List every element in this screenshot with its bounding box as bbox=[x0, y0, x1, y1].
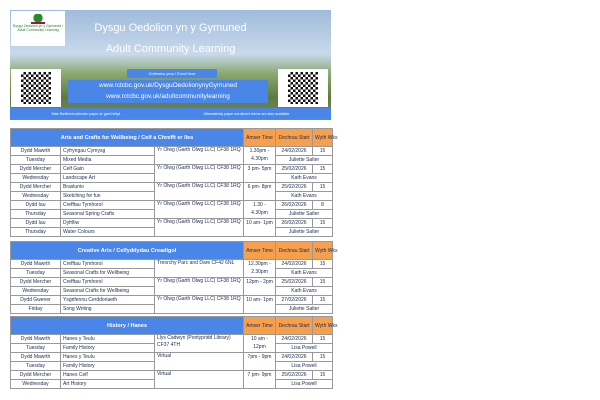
time: 1.30 - 4.30pm bbox=[244, 201, 276, 219]
paper-forms-english: Alternatively paper enrolment forms are also available bbox=[203, 111, 290, 116]
start-date: 24/02/2026 bbox=[276, 260, 313, 269]
course-welsh: Cyfryngau Cymysg bbox=[61, 147, 155, 156]
course-row bbox=[11, 335, 333, 344]
course-english: Landscape Art bbox=[61, 174, 155, 183]
start-date: 24/02/2026 bbox=[276, 147, 313, 156]
course-row bbox=[11, 278, 333, 287]
venue: Yr Olwg (Garth Olwg LLC) CF38 1RQ bbox=[155, 278, 244, 296]
day-welsh: Dydd Mawrth bbox=[11, 147, 61, 156]
section-header bbox=[11, 317, 333, 335]
course-welsh: Crefftau Tymhorol bbox=[61, 260, 155, 269]
section-title: History / Hanes bbox=[11, 317, 244, 335]
day-welsh: Dydd Mercher bbox=[11, 371, 61, 380]
course-row bbox=[11, 147, 333, 156]
start-date: 26/02/2026 bbox=[276, 201, 313, 210]
tutor: Juliette Salter bbox=[276, 156, 333, 165]
course-welsh: Hanes y Teulu bbox=[61, 353, 155, 362]
course-table bbox=[10, 316, 338, 389]
venue: Yr Olwg (Garth Olwg LLC) CF38 1RQ bbox=[155, 165, 244, 183]
day-english: Wednesday bbox=[11, 174, 61, 183]
day-welsh: Dydd Mercher bbox=[11, 183, 61, 192]
start-date: 25/02/2026 bbox=[276, 278, 313, 287]
day-welsh: Dydd Mawrth bbox=[11, 335, 61, 344]
course-english: Family History bbox=[61, 362, 155, 371]
course-welsh: Hanes Celf bbox=[61, 371, 155, 380]
course-english: Seasonal Crafts for Wellbeing bbox=[61, 287, 155, 296]
weeks: 15 bbox=[313, 335, 333, 344]
time-header: Amser Time bbox=[244, 317, 276, 335]
weeks: 15 bbox=[313, 147, 333, 156]
course-row bbox=[11, 201, 333, 210]
day-welsh: Dydd Mercher bbox=[11, 165, 61, 174]
course-english: Water Colours bbox=[61, 228, 155, 237]
tutor: Kath Evans bbox=[276, 269, 333, 278]
start-date: 25/02/2026 bbox=[276, 371, 313, 380]
wks-header: Wyth Wks bbox=[313, 129, 333, 147]
wks-header: Wyth Wks bbox=[313, 242, 333, 260]
course-row bbox=[11, 260, 333, 269]
weeks: 15 bbox=[313, 219, 333, 228]
course-row bbox=[11, 219, 333, 228]
course-welsh: Crefftau Tymhorol bbox=[61, 278, 155, 287]
time: 1.30pm - 4.30pm bbox=[244, 147, 276, 165]
course-english: Mixed Media bbox=[61, 156, 155, 165]
weeks: 15 bbox=[313, 183, 333, 192]
url-welsh[interactable]: www.rctcbc.gov.uk/DysguOedolionynyGymuned bbox=[99, 82, 237, 89]
venue: Llys Cadwyn (Pontypridd Library) CF37 4TH bbox=[155, 335, 244, 353]
title-english: Adult Community Learning bbox=[105, 43, 236, 55]
wks-header: Wyth Wks bbox=[313, 317, 333, 335]
venue: Virtual bbox=[155, 371, 244, 389]
course-welsh: Celf Gain bbox=[61, 165, 155, 174]
tutor: Lisa Powell bbox=[276, 380, 333, 389]
day-english: Tuesday bbox=[11, 156, 61, 165]
section-header bbox=[11, 242, 333, 260]
day-english: Tuesday bbox=[11, 269, 61, 278]
weeks: 15 bbox=[313, 296, 333, 305]
time: 12.30pm - 2.30pm bbox=[244, 260, 276, 278]
venue: Yr Olwg (Garth Olwg LLC) CF38 1RQ bbox=[155, 201, 244, 219]
time: 6 pm- 8pm bbox=[244, 183, 276, 201]
weeks: 15 bbox=[313, 278, 333, 287]
start-date: 27/02/2026 bbox=[276, 296, 313, 305]
time-header: Amser Time bbox=[244, 242, 276, 260]
day-english: Wednesday bbox=[11, 380, 61, 389]
tutor: Lisa Powell bbox=[276, 344, 333, 353]
course-english: Seasonal Spring Crafts bbox=[61, 210, 155, 219]
time-header: Amser Time bbox=[244, 129, 276, 147]
start-header: Dechrau Start bbox=[276, 242, 313, 260]
start-date: 24/02/2026 bbox=[276, 353, 313, 362]
title-welsh: Dysgu Oedolion yn y Gymuned bbox=[94, 22, 247, 34]
course-english: Song Writing bbox=[61, 305, 155, 314]
day-welsh: Dydd Iau bbox=[11, 219, 61, 228]
day-welsh: Dydd Iau bbox=[11, 201, 61, 210]
time: 7pm - 9pm bbox=[244, 353, 276, 371]
day-english: Tuesday bbox=[11, 362, 61, 371]
day-english: Friday bbox=[11, 305, 61, 314]
course-row bbox=[11, 296, 333, 305]
paper-forms-welsh: Mae ffurflenni cofrestru papur ar gael hefyd bbox=[51, 111, 121, 116]
venue: Yr Olwg (Garth Olwg LLC) CF38 1RQ bbox=[155, 147, 244, 165]
tutor: Kath Evans bbox=[276, 287, 333, 296]
course-english: Art History bbox=[61, 380, 155, 389]
course-table bbox=[10, 241, 338, 314]
time: 7 pm- 9pm bbox=[244, 371, 276, 389]
start-date: 24/02/2026 bbox=[276, 335, 313, 344]
course-row bbox=[11, 353, 333, 362]
section-header bbox=[11, 129, 333, 147]
paper-forms-bar bbox=[10, 108, 331, 119]
course-welsh: Ysgrifennu Cerddoriaeth bbox=[61, 296, 155, 305]
logo-text: Dysgu Oedolion yn y Gymuned / Adult Community Learning bbox=[12, 24, 64, 32]
course-welsh: Crefftau Tymhorol bbox=[61, 201, 155, 210]
start-header: Dechrau Start bbox=[276, 317, 313, 335]
time: 10 am- 1pm bbox=[244, 219, 276, 237]
tutor: Kath Evans bbox=[276, 192, 333, 201]
day-welsh: Dydd Mawrth bbox=[11, 353, 61, 362]
tutor: Juliette Salter bbox=[276, 228, 333, 237]
course-welsh: Hanes y Teulu bbox=[61, 335, 155, 344]
weeks: 15 bbox=[313, 260, 333, 269]
tutor: Juliette Salter bbox=[276, 210, 333, 219]
course-welsh: Dyfrlliw bbox=[61, 219, 155, 228]
weeks: 8 bbox=[313, 201, 333, 210]
weeks: 15 bbox=[313, 165, 333, 174]
url-box bbox=[68, 80, 268, 103]
course-table bbox=[10, 128, 338, 237]
section-title: Arts and Crafts for Wellbeing / Celf a Chrefft er lles bbox=[11, 129, 244, 147]
day-english: Thursday bbox=[11, 228, 61, 237]
course-welsh: Braslunio bbox=[61, 183, 155, 192]
time: 12pm - 2pm bbox=[244, 278, 276, 296]
start-header: Dechrau Start bbox=[276, 129, 313, 147]
tutor: Lisa Powell bbox=[276, 362, 333, 371]
day-english: Wednesday bbox=[11, 192, 61, 201]
header-banner bbox=[10, 10, 331, 120]
weeks: 15 bbox=[313, 371, 333, 380]
start-date: 26/02/2026 bbox=[276, 219, 313, 228]
day-welsh: Dydd Mawrth bbox=[11, 260, 61, 269]
day-english: Thursday bbox=[11, 210, 61, 219]
weeks: 15 bbox=[313, 353, 333, 362]
course-english: Sketching for fun bbox=[61, 192, 155, 201]
tutor: Kath Evans bbox=[276, 174, 333, 183]
venue: Yr Olwg (Garth Olwg LLC) CF38 1RQ bbox=[155, 296, 244, 314]
enrol-label: Cofrestru yma / Enrol here bbox=[127, 69, 217, 78]
time: 3 pm- 5pm bbox=[244, 165, 276, 183]
time: 10 am - 12pm bbox=[244, 335, 276, 353]
venue: Virtual bbox=[155, 353, 244, 371]
course-row bbox=[11, 183, 333, 192]
day-english: Tuesday bbox=[11, 344, 61, 353]
day-welsh: Dydd Mercher bbox=[11, 278, 61, 287]
tutor: Juliette Salter bbox=[276, 305, 333, 314]
qr-code-right[interactable] bbox=[278, 69, 328, 107]
day-welsh: Dydd Gwener bbox=[11, 296, 61, 305]
start-date: 25/02/2026 bbox=[276, 165, 313, 174]
section-title: Creative Arts / Celfyddydau Creadigol bbox=[11, 242, 244, 260]
start-date: 25/02/2026 bbox=[276, 183, 313, 192]
course-english: Seasonal Crafts for Wellbeing bbox=[61, 269, 155, 278]
time: 10 am- 1pm bbox=[244, 296, 276, 314]
venue: Yr Olwg (Garth Olwg LLC) CF38 1RQ bbox=[155, 219, 244, 237]
venue: Yr Olwg (Garth Olwg LLC) CF38 1RQ bbox=[155, 183, 244, 201]
day-english: Wednesday bbox=[11, 287, 61, 296]
venue: Treorchy Parc and Dare CF42 6NL bbox=[155, 260, 244, 278]
url-english[interactable]: www.rctcbc.gov.uk/adultcommunitylearning bbox=[106, 93, 230, 100]
course-english: Family History bbox=[61, 344, 155, 353]
course-row bbox=[11, 371, 333, 380]
course-row bbox=[11, 165, 333, 174]
qr-code-left[interactable] bbox=[11, 69, 61, 107]
